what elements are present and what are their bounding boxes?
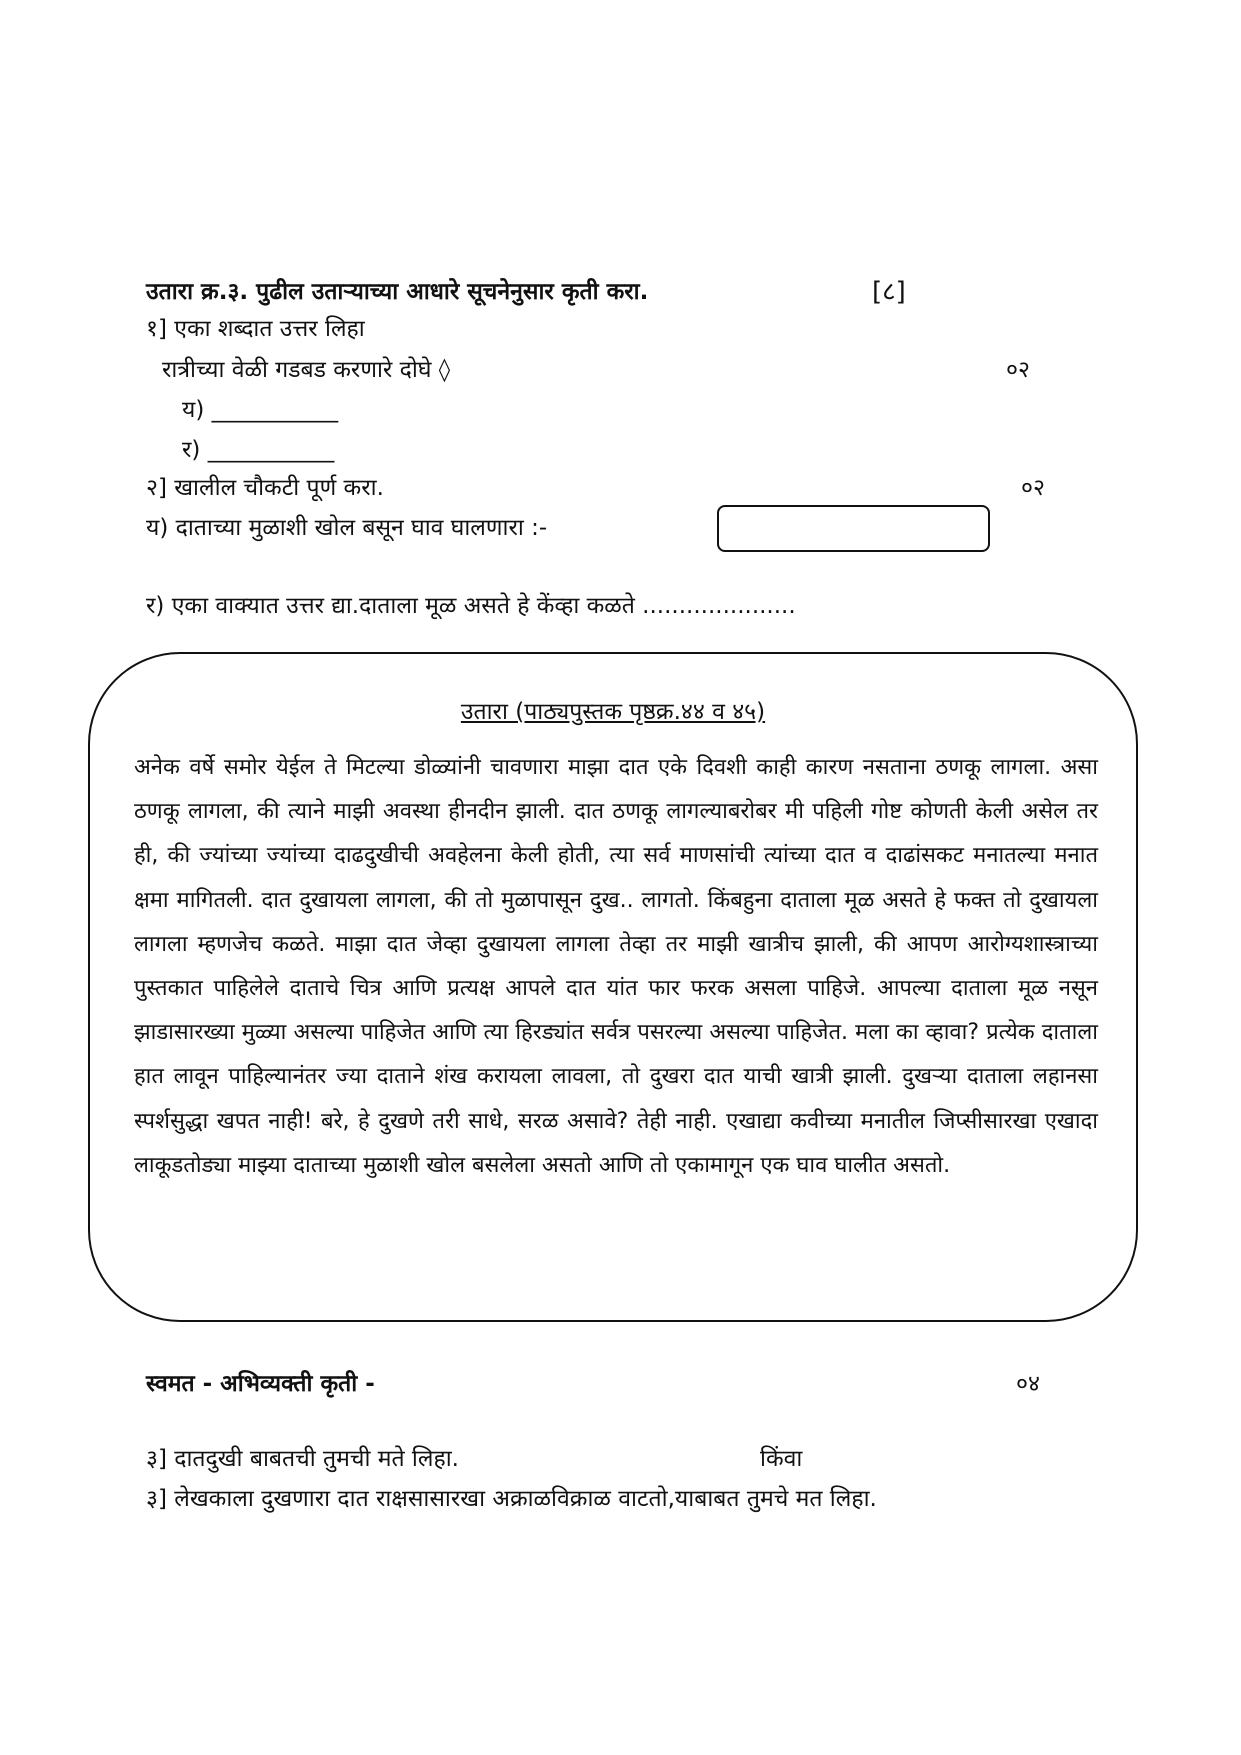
q1-marks: ०२ — [1006, 357, 1030, 383]
section3-marks: ०४ — [1016, 1371, 1040, 1397]
total-marks: [८] — [872, 277, 906, 307]
passage-text: अनेक वर्षे समोर येईल ते मिटल्या डोळ्यांनी चावणारा माझा दात एके दिवशी काही कारण नसताना ठणकू लागला. असा ठणकू लागला, की त्याने माझी अवस्था हीनदीन झाली. दात ठणकू लागल्याबरोबर मी पहिली गोष्ट कोणती केली असेल तर ही, की ज्यांच्या ज्यांच्या दाढदुखीची अवहेलना केली होती, त्या सर्व माणसांची त्यांच्या दात व दाढांसकट मनातल्या मनात क्षमा मागितली. दात दुखायला लागला, की तो मुळापासून दुख.. लागतो. किंबहुना दाताला मूळ असते हे फक्त तो दुखायला लागला म्हणजेच कळते. माझा दात जेव्हा दुखायला लागला तेव्हा तर माझी खात्रीच झाली, की आपण आरोग्यशास्त्राच्या पुस्तकात पाहिलेले दाताचे चित्र आणि प्रत्यक्ष आपले दात यांत फार फरक असला पाहिजे. आपल्या दाताला मूळ नसून झाडासारख्या मुळ्या असल्या पाहिजेत आणि त्या हिरड्यांत सर्वत्र पसरल्या असल्या पाहिजेत. मला का व्हावा? प्रत्येक दाताला हात लावून पाहिल्यानंतर ज्या दाताने शंख करायला लावला, तो दुखरा दात याची खात्री झाली. दुखऱ्या दाताला लहानसा स्पर्शसुद्धा खपत नाही! बरे, हे दुखणे तरी साधे, सरळ असावे? तेही नाही. एखाद्या कवीच्या मनातील जिप्सीसारखा एखादा लाकूडतोड्या माझ्या दाताच्या मुळाशी खोल बसलेला असतो आणि तो एकामागून एक घाव घालीत असतो. — [134, 755, 1098, 1178]
q1-option-a: य) ___________ — [182, 397, 339, 423]
q2-sub-b: र) एका वाक्यात उत्तर द्या.दाताला मूळ असते हे केंव्हा कळते ..................... — [146, 593, 796, 619]
q1-option-b: र) ___________ — [182, 437, 335, 463]
q2-label: २] खालील चौकटी पूर्ण करा. — [146, 475, 384, 501]
or-label: किंवा — [760, 1446, 803, 1472]
q3-option-a: ३] दातदुखी बाबतची तुमची मते लिहा. — [146, 1446, 459, 1472]
answer-box — [717, 505, 990, 552]
passage-title: उतारा (पाठ्यपुस्तक पृष्ठक्र.४४ व ४५) — [460, 699, 766, 725]
q1-prompt: रात्रीच्या वेळी गडबड करणारे दोघे ◊ — [162, 357, 451, 383]
q2-sub-a: य) दाताच्या मुळाशी खोल बसून घाव घालणारा :- — [146, 515, 548, 541]
q3-option-b: ३] लेखकाला दुखणारा दात राक्षसासारखा अक्राळविक्राळ वाटतो,याबाबत तुमचे मत लिहा. — [146, 1486, 877, 1512]
q1-label: १] एका शब्दात उत्तर लिहा — [146, 316, 365, 342]
section3-heading: स्वमत - अभिव्यक्ती कृती - — [146, 1371, 375, 1397]
passage-box — [88, 652, 1138, 1322]
q2-marks: ०२ — [1021, 475, 1045, 501]
exercise-title: उतारा क्र.३. पुढील उताऱ्याच्या आधारे सूचनेनुसार कृती करा. — [146, 279, 649, 305]
